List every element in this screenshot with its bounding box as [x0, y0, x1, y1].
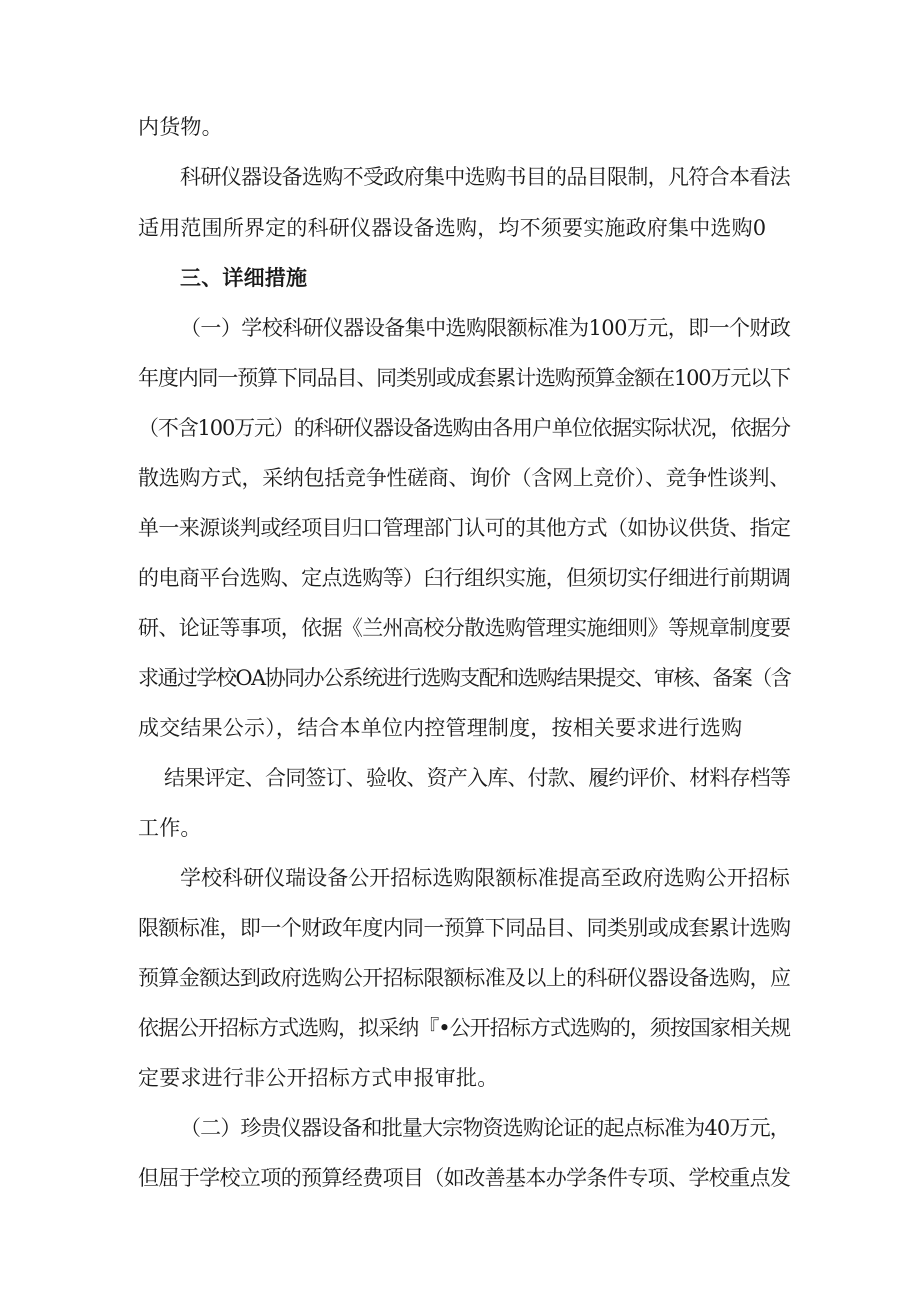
text-line: 内货物。	[138, 115, 223, 139]
text-line: 的电商平台选购、定点选购等）臼行组织实施，但须切实仔细进行前期调	[138, 566, 791, 590]
text-line: 结果评定、合同签订、验收、资产入库、付款、履约评价、材料存档等	[164, 766, 791, 790]
text-line: 成交结果公示），结合本单位内控管理制度，按相关要求进行选购	[138, 716, 743, 740]
text-line: 限额标准，即一个财政年度内同一预算下同品目、同类别或成套累计选购	[138, 916, 791, 940]
text-line: 适用范围所界定的科研仪器设备选购，均不须要实施政府集中选购0	[138, 216, 767, 240]
text-line: 年度内同一预算下同品目、同类别或成套累计选购预算金额在100万元以下	[138, 366, 790, 390]
section-heading: 三、详细措施	[180, 266, 308, 290]
text-line: 求通过学校OA协同办公系统进行选购支配和选购结果提交、审核、备案（含	[138, 666, 791, 690]
text-line: 工作。	[138, 816, 202, 840]
text-line: 定要求进行非公开招标方式申报审批。	[138, 1066, 499, 1090]
paragraph-line: 学校科研仪瑞设备公开招标选购限额标准提高至政府选购公开招标	[180, 866, 790, 890]
paragraph-line: （二）珍贵仪器设备和批量大宗物资选购论证的起点标准为40万元，	[180, 1116, 790, 1140]
text-line: 预算金额达到政府选购公开招标限额标准及以上的科研仪器设备选购，应	[138, 966, 791, 990]
text-line: 研、论证等事项，依据《兰州高校分散选购管理实施细则》等规章制度要	[138, 616, 791, 640]
text-line: 单一来源谈判或经项目归口管理部门认可的其他方式（如协议供货、指定	[138, 516, 791, 540]
text-line: （不含100万元）的科研仪器设备选购由各用户单位依据实际状况，依据分	[138, 416, 790, 440]
text-line: 依据公开招标方式选购，拟采纳『•公开招标方式选购的，须按国家相关规	[138, 1016, 790, 1040]
text-line: 散选购方式，采纳包括竞争性磋商、询价（含网上竞价）、竞争性谈判、	[138, 466, 790, 490]
text-line: 但屈于学校立项的预算经费项目（如改善基本办学条件专项、学校重点发	[138, 1166, 791, 1190]
paragraph-line: （一）学校科研仪器设备集中选购限额标准为100万元，即一个财政	[180, 316, 791, 340]
paragraph-line: 科研仪器设备选购不受政府集中选购书目的品目限制，凡符合本看法	[180, 165, 790, 189]
